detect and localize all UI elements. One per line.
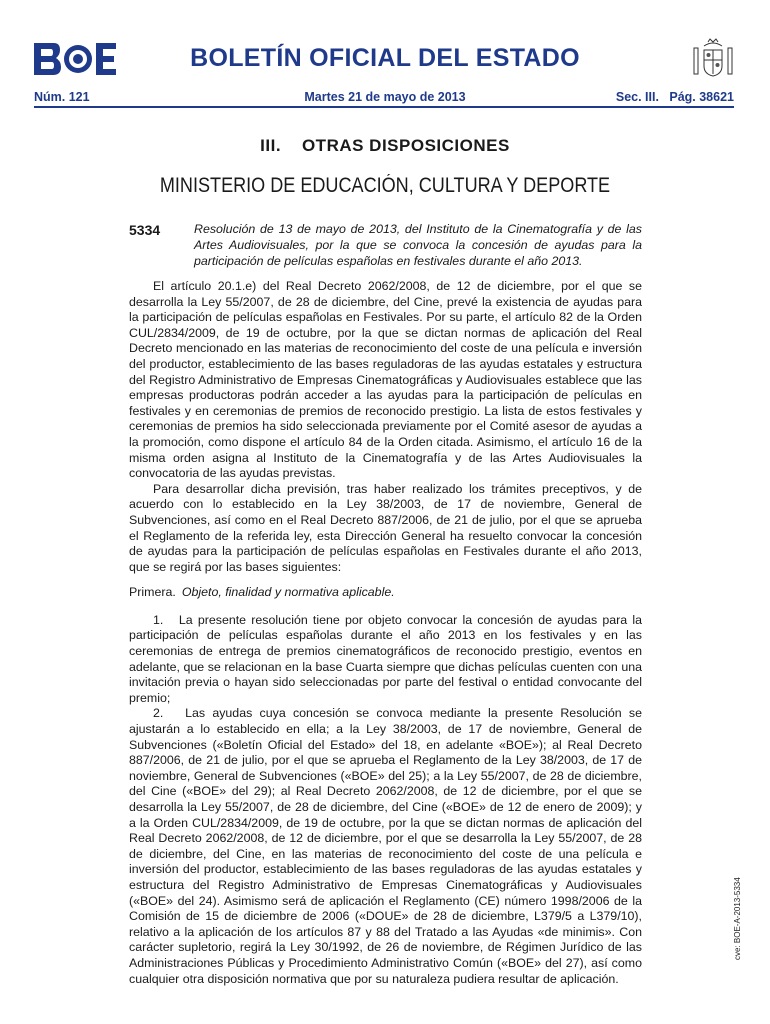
cve-code: cve: BOE-A-2013-5334 (733, 877, 742, 960)
numbered-item: 2. Las ayudas cuya concesión se convoca mediante la presente Resolución se ajustarán a lo establecido en ella; a la Ley 38/2003, de 17 de noviembre, General de Subvenciones («Boletín Oficial del Estado» del 18, en adelante «BOE»); al Real Decreto 887/2006, de 21 de julio, por el que se aprueba el Reglamento de la Ley 38/2003, de 17 de noviembre, General de Subvenciones («BOE» del 25); a la Ley 55/2007, de 28 de diciembre, del Cine («BOE» del 29); al Real Decreto 2062/2008, de 12 de diciembre, por el que se desarrolla la Ley 55/2007, de 28 de diciembre, del Cine («BOE» de 12 de enero de 2009); y a la Orden CUL/2834/2009, de 19 de octubre, por la que se dictan normas de aplicación del Real Decreto 2062/2008, de 12 de diciembre, por el que se desarrolla la Ley 55/2007, de 28 de diciembre, del Cine, en las materias de reconocimiento del coste de una película e inversión del productor, establecimiento de las bases reguladoras de las ayudas estatales y estructura del Registro Administrativo de Empresas Cinematográficas y Audiovisuales («BOE» del 24). Asimismo será de aplicación el Reglamento (CE) número 1998/2006 de la Comisión de 15 de diciembre de 2006 («DOUE» de 28 de diciembre, L379/5 a L379/10), relativo a la aplicación de los artículos 87 y 88 del Tratado a las Ayudas «de minimis». Con carácter supletorio, regirá la Ley 30/1992, de 26 de noviembre, de Régimen Jurídico de las Administraciones Públicas y Procedimiento Administrativo Común («BOE» del 27), así como cualquier otra disposición normativa que por su naturaleza pudiera resultar de aplicación. (129, 706, 646, 986)
resolution-title: Resolución de 13 de mayo de 2013, del Instituto de la Cinematografía y de las Artes Audiovisuales, por la que se convoca la concesión de ayudas para la participación de películas españolas en festivales durante el año 2013. (194, 222, 642, 268)
section-page: Sec. III. Pág. 38621 (615, 90, 734, 104)
base-heading (129, 585, 642, 601)
paragraph: El artículo 20.1.e) del Real Decreto 2062/2008, de 12 de diciembre, por el que se desarrolla la Ley 55/2007, de 28 de diciembre, del Cine, prevé la existencia de ayudas para la participación de películas españolas en Festivales. Por su parte, el artículo 82 de la Orden CUL/2834/2009, de 19 de octubre, por la que se dictan normas de aplicación del Real Decreto mencionado en las materias de reconocimiento del coste de una película e inversión del productor, establecimiento de las bases reguladoras de las ayudas estatales y estructura del Registro Administrativo de Empresas Cinematográficas y Audiovisuales establece que las empresas productoras podrán acceder a las ayudas para la participación de películas en festivales y en ceremonias de premios de reconocido prestigio. La lista de estos festivales y ceremonias de premios ha sido seleccionada previamente por el Comité asesor de ayudas a la promoción, como dispone el artículo 84 de la Orden citada. Asimismo, el artículo 16 de la misma orden asigna al Instituto de la Cinematografía y de las Artes Audiovisuales la convocatoria de las ayudas previstas. (129, 279, 642, 481)
base-label: Primera. (129, 585, 176, 600)
document-body (129, 279, 646, 987)
paragraph: Para desarrollar dicha previsión, tras haber realizado los trámites preceptivos, y de acuerdo con lo establecido en la Ley 38/2003, de 17 de noviembre, General de Subvenciones, así como en el Real Decreto 887/2006, de 21 de julio, por el que se aprueba el Reglamento de la referida ley, esta Dirección General ha resuelto convocar la concesión de ayudas para la participación de películas españolas en Festivales durante el año 2013, que se regirá por las bases siguientes: (129, 481, 642, 574)
issue-date: Martes 21 de mayo de 2013 (304, 90, 466, 104)
section-title: III. OTRAS DISPOSICIONES (260, 136, 510, 155)
publication-title: BOLETÍN OFICIAL DEL ESTADO (190, 44, 580, 72)
spain-coat-of-arms-icon (690, 38, 736, 80)
header-divider (34, 106, 734, 108)
ministry-title: MINISTERIO DE EDUCACIÓN, CULTURA Y DEPORTE (159, 174, 611, 197)
base-title: Objeto, finalidad y normativa aplicable. (181, 585, 395, 600)
numbered-item: 1. La presente resolución tiene por objeto convocar la concesión de ayudas para la participación de películas españolas durante el año 2013 en los festivales y en las ceremonias de entrega de premios cinematográficos de reconocido prestigio, eventos en adelante, que se relacionan en la base Cuarta siempre que dichas películas cuenten con una invitación previa o hayan sido seleccionadas por parte del festival o entidad convocante del premio; (129, 612, 646, 705)
resolution-number: 5334 (129, 222, 161, 238)
issue-number: Núm. 121 (34, 90, 90, 104)
